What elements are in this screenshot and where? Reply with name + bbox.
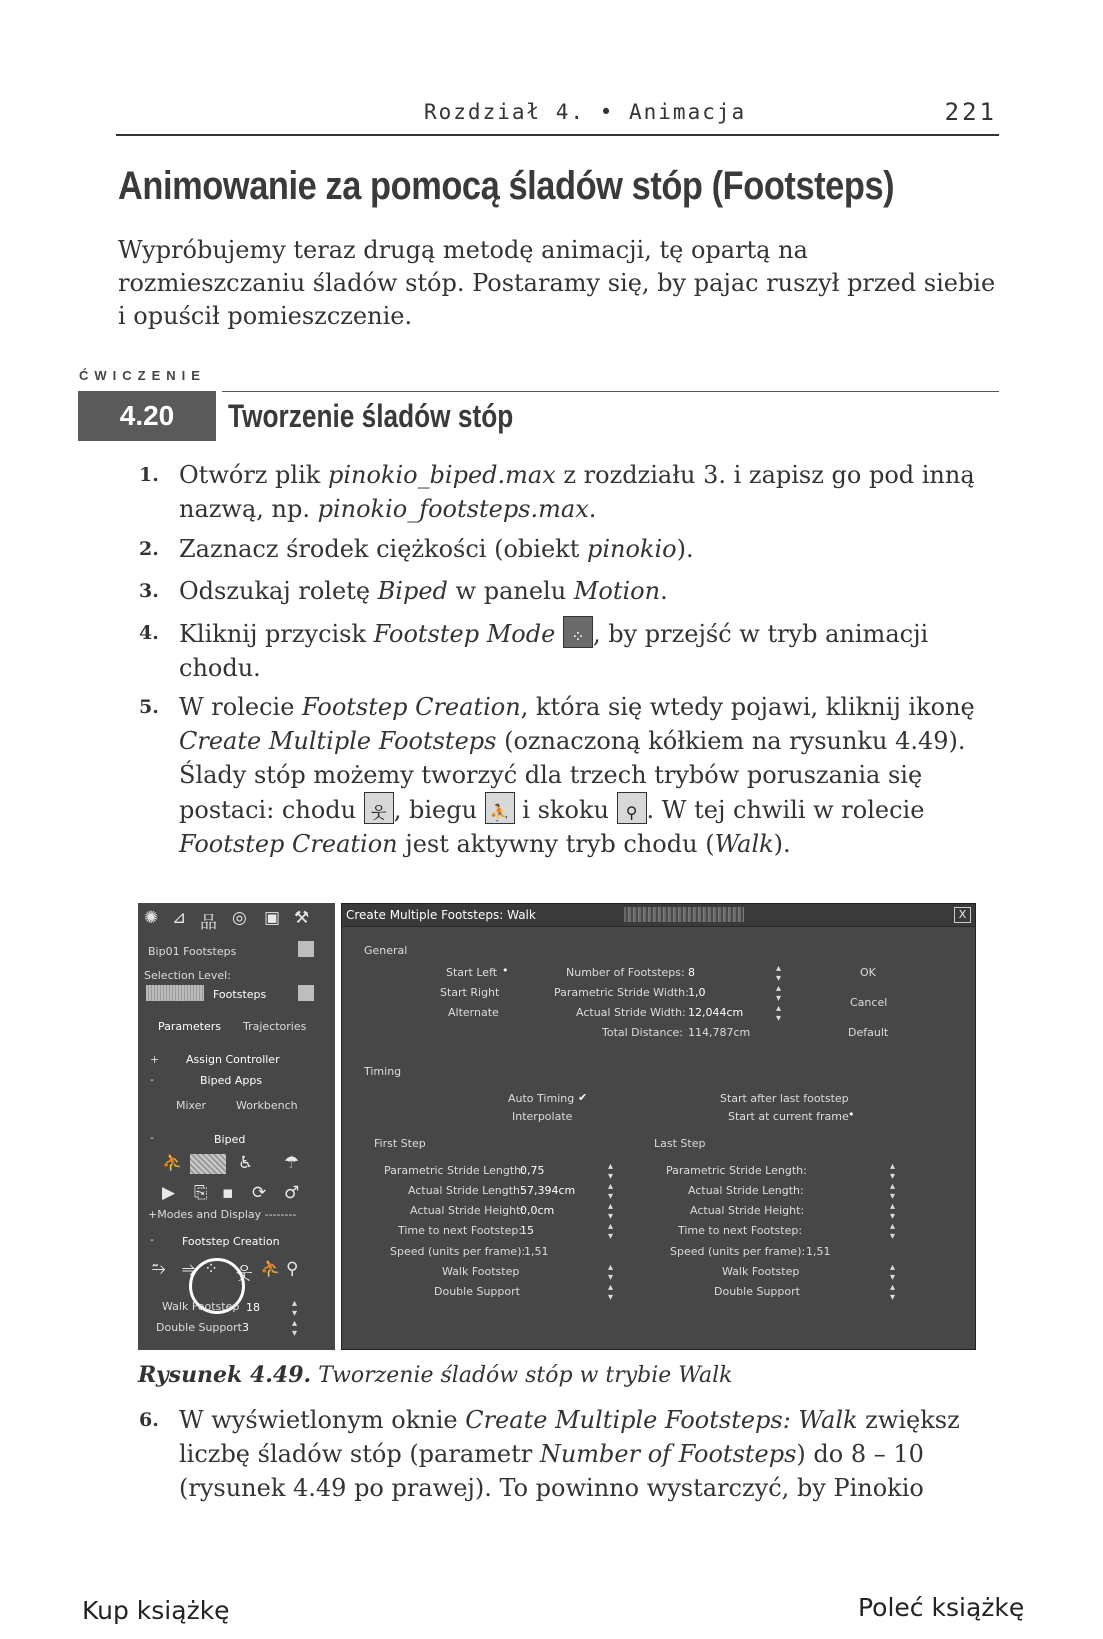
modify-icon[interactable]: ⊿ bbox=[172, 908, 187, 928]
first-tnf-label: Time to next Footstep: bbox=[398, 1224, 523, 1237]
footstep-mode-icon[interactable] bbox=[190, 1154, 226, 1174]
step-number: 2. bbox=[139, 538, 159, 560]
minus-icon: - bbox=[150, 1233, 154, 1246]
dialog-titlebar[interactable] bbox=[342, 904, 975, 927]
parametric-stride-width-input[interactable]: 1,0 bbox=[688, 986, 706, 999]
minus-icon: - bbox=[150, 1131, 154, 1144]
step-number: 1. bbox=[139, 464, 159, 486]
first-asl-input[interactable]: 57,394cm bbox=[520, 1184, 576, 1197]
last-psl-label: Parametric Stride Length: bbox=[666, 1164, 807, 1177]
spinner-icon[interactable]: ▴ ▾ bbox=[776, 1003, 782, 1024]
ok-button[interactable]: OK bbox=[860, 966, 876, 979]
spinner-icon[interactable]: ▴ ▾ bbox=[890, 1221, 896, 1242]
interpolate-checkbox[interactable]: Interpolate bbox=[512, 1110, 573, 1123]
step-text: (oznaczoną kółkiem na rysunku 4.49). Ślady stóp możemy tworzyć dla trzech trybów poruszania się postaci: chodu bbox=[179, 727, 966, 824]
double-support-value[interactable]: 3 bbox=[242, 1321, 249, 1334]
figure-mode-icon[interactable]: ⛹ bbox=[162, 1153, 184, 1173]
create-footsteps-current-icon[interactable]: ⥤ bbox=[182, 1259, 196, 1279]
spinner-icon[interactable]: ▴ ▾ bbox=[890, 1262, 896, 1283]
step-number: 5. bbox=[139, 696, 159, 718]
spinner-icon[interactable]: ▴ ▾ bbox=[292, 1298, 298, 1319]
assign-controller-rollout[interactable]: Assign Controller bbox=[186, 1053, 280, 1066]
double-support-label: Double Support bbox=[156, 1321, 242, 1334]
utilities-icon[interactable]: ⚒ bbox=[294, 908, 310, 928]
spinner-icon[interactable]: ▴ ▾ bbox=[608, 1282, 614, 1303]
spinner-icon[interactable]: ▴ ▾ bbox=[608, 1201, 614, 1222]
auto-timing-checkbox[interactable]: Auto Timing bbox=[508, 1092, 575, 1105]
step-file: pinokio_footsteps.max bbox=[317, 495, 589, 523]
run-icon: ⛹ bbox=[485, 792, 515, 824]
motion-flow-icon[interactable]: ♿ bbox=[238, 1153, 254, 1173]
step-text: W rolecie bbox=[179, 693, 303, 721]
step-term: Number of Footsteps bbox=[539, 1440, 797, 1468]
step-6 bbox=[139, 1403, 999, 1505]
titlebar-pattern bbox=[624, 907, 744, 922]
last-ash-label: Actual Stride Height: bbox=[690, 1204, 805, 1217]
timing-group-label: Timing bbox=[364, 1065, 402, 1078]
caption-text: Tworzenie śladów stóp w trybie Walk bbox=[311, 1363, 733, 1388]
total-distance-label: Total Distance: bbox=[602, 1026, 683, 1039]
actual-stride-width-input[interactable]: 12,044cm bbox=[688, 1006, 744, 1019]
last-step-group-label: Last Step bbox=[654, 1137, 706, 1150]
step-term: Biped bbox=[377, 577, 448, 605]
total-distance-value: 114,787cm bbox=[688, 1026, 751, 1039]
create-footsteps-append-icon[interactable]: ⥲ bbox=[152, 1259, 166, 1279]
exercise-number: 4.20 bbox=[78, 391, 216, 441]
spinner-icon[interactable]: ▴ ▾ bbox=[776, 983, 782, 1004]
plus-icon: + bbox=[150, 1053, 160, 1066]
spinner-icon[interactable]: ▴ ▾ bbox=[608, 1161, 614, 1182]
spinner-icon[interactable]: ▴ ▾ bbox=[890, 1181, 896, 1202]
checkmark-icon: ✔ bbox=[578, 1091, 588, 1104]
create-icon[interactable]: ✺ bbox=[144, 908, 159, 928]
save-file-icon[interactable]: ▪ bbox=[222, 1183, 234, 1203]
motion-panel bbox=[138, 903, 335, 1350]
walk-footstep-value[interactable]: 18 bbox=[246, 1301, 260, 1314]
last-walk-footstep-label: Walk Footstep bbox=[722, 1265, 800, 1278]
biped-rollout[interactable]: Biped bbox=[214, 1133, 246, 1146]
step-text: Odszukaj roletę bbox=[179, 577, 378, 605]
spinner-icon[interactable]: ▴ ▾ bbox=[608, 1181, 614, 1202]
step-term: Footstep Mode bbox=[373, 620, 556, 648]
close-button[interactable]: X bbox=[954, 907, 971, 923]
step-term: Create Multiple Footsteps: Walk bbox=[465, 1406, 858, 1434]
step-text: w panelu bbox=[447, 577, 574, 605]
buy-book-link[interactable]: Kup książkę bbox=[82, 1596, 230, 1625]
start-at-current-radio[interactable]: Start at current frame bbox=[728, 1110, 849, 1123]
first-speed-label: Speed (units per frame): bbox=[390, 1245, 526, 1258]
step-term: Motion bbox=[573, 577, 661, 605]
recommend-book-link[interactable]: Poleć książkę bbox=[858, 1593, 1025, 1622]
spinner-icon[interactable]: ▴ ▾ bbox=[890, 1201, 896, 1222]
figure-4-49 bbox=[138, 903, 976, 1350]
first-psl-input[interactable]: 0,75 bbox=[520, 1164, 545, 1177]
first-tnf-input[interactable]: 15 bbox=[520, 1224, 534, 1237]
dialog-title: Create Multiple Footsteps: Walk bbox=[346, 908, 536, 922]
motion-icon[interactable]: ◎ bbox=[232, 908, 247, 928]
selection-level-label: Selection Level: bbox=[144, 969, 231, 982]
start-after-last-radio[interactable]: Start after last footstep bbox=[720, 1092, 849, 1105]
color-swatch[interactable] bbox=[298, 941, 314, 957]
first-ash-input[interactable]: 0,0cm bbox=[520, 1204, 555, 1217]
first-psl-label: Parametric Stride Length: bbox=[384, 1164, 525, 1177]
intro-paragraph: Wypróbujemy teraz drugą metodę animacji, tę opartą na rozmieszczaniu śladów stóp. Postaramy się, by pajac ruszył przed siebie i opuścił pomieszczenie. bbox=[118, 236, 996, 330]
number-of-footsteps-input[interactable]: 8 bbox=[688, 966, 695, 979]
caption-label: Rysunek 4.49. bbox=[138, 1362, 312, 1388]
step-number: 3. bbox=[139, 580, 159, 602]
chapter-title: Rozdział 4. • Animacja bbox=[424, 100, 747, 124]
step-text: z rozdziału 3. i zapisz go pod inną nazwą, np. bbox=[179, 461, 975, 523]
step-number: 4. bbox=[139, 622, 159, 644]
general-group-label: General bbox=[364, 944, 408, 957]
step-text: ). bbox=[676, 535, 694, 563]
walk-icon: 웃 bbox=[364, 792, 394, 824]
first-double-support-label: Double Support bbox=[434, 1285, 520, 1298]
spinner-icon[interactable]: ▴ ▾ bbox=[292, 1318, 298, 1339]
load-file-icon[interactable]: ⎘ bbox=[194, 1183, 208, 1203]
step-5 bbox=[139, 690, 999, 861]
step-text: , by przejść w tryb animacji chodu. bbox=[179, 620, 929, 682]
step-text: . bbox=[588, 495, 597, 523]
radio-selected-icon: • bbox=[502, 964, 509, 977]
step-text: . bbox=[660, 577, 668, 605]
step-text: . W tej chwili w rolecie bbox=[646, 796, 925, 824]
biped-apps-rollout[interactable]: Biped Apps bbox=[200, 1074, 263, 1087]
step-2 bbox=[139, 532, 999, 566]
step-text: , która się wtedy pojawi, kliknij ikonę bbox=[520, 693, 975, 721]
first-step-group-label: First Step bbox=[374, 1137, 426, 1150]
alternate-checkbox[interactable]: Alternate bbox=[448, 1006, 499, 1019]
exercise-title: Tworzenie śladów stóp bbox=[228, 398, 514, 434]
last-speed-label: Speed (units per frame): bbox=[670, 1245, 806, 1258]
workbench-button[interactable]: Workbench bbox=[236, 1099, 298, 1112]
radio-selected-icon: • bbox=[848, 1108, 855, 1121]
last-asl-label: Actual Stride Length: bbox=[688, 1184, 804, 1197]
cancel-button[interactable]: Cancel bbox=[850, 996, 888, 1009]
selection-level-value: Footsteps bbox=[213, 988, 267, 1001]
jump-icon: ⚲ bbox=[617, 792, 647, 824]
footstep-creation-rollout[interactable]: Footstep Creation bbox=[182, 1235, 280, 1248]
mixer-mode-icon[interactable]: ☂ bbox=[284, 1153, 300, 1173]
move-all-icon[interactable]: ♂ bbox=[284, 1183, 300, 1203]
spinner-icon[interactable]: ▴ ▾ bbox=[890, 1161, 896, 1182]
step-number: 6. bbox=[139, 1409, 159, 1431]
walk-icon[interactable]: 웃 bbox=[236, 1264, 253, 1284]
create-multiple-footsteps-dialog bbox=[341, 903, 976, 1350]
tab-parameters[interactable]: Parameters bbox=[158, 1020, 221, 1033]
step-term: Footstep Creation bbox=[179, 830, 398, 858]
create-multiple-footsteps-icon[interactable]: ⁘ bbox=[204, 1259, 219, 1279]
section-title: Animowanie za pomocą śladów stóp (Footsteps) bbox=[118, 164, 895, 208]
step-text: Kliknij przycisk bbox=[179, 620, 374, 648]
walk-footstep-label: Walk Footstep bbox=[162, 1300, 240, 1313]
running-header bbox=[116, 98, 999, 136]
page-number: 221 bbox=[944, 98, 997, 126]
convert-icon[interactable]: ⟳ bbox=[252, 1183, 267, 1203]
start-right-radio[interactable]: Start Right bbox=[440, 986, 500, 999]
first-asl-label: Actual Stride Length: bbox=[408, 1184, 524, 1197]
footstep-mode-icon: ⁘ bbox=[563, 616, 593, 648]
spinner-icon[interactable]: ▴ ▾ bbox=[608, 1262, 614, 1283]
last-tnf-label: Time to next Footstep: bbox=[678, 1224, 803, 1237]
step-1 bbox=[139, 458, 999, 526]
step-term: Footstep Creation bbox=[302, 693, 521, 721]
minus-icon: - bbox=[150, 1073, 154, 1086]
step-term: Walk bbox=[714, 830, 774, 858]
exercise-rule bbox=[222, 391, 999, 392]
last-speed-value: 1,51 bbox=[806, 1245, 831, 1258]
first-walk-footstep-label: Walk Footstep bbox=[442, 1265, 520, 1278]
step-term: Create Multiple Footsteps bbox=[179, 727, 497, 755]
exercise-label: ĆWICZENIE bbox=[79, 368, 206, 383]
actual-stride-width-label: Actual Stride Width: bbox=[576, 1006, 686, 1019]
step-text: W wyświetlonym oknie bbox=[179, 1406, 466, 1434]
object-name: Bip01 Footsteps bbox=[148, 945, 237, 958]
step-file: pinokio_biped.max bbox=[327, 461, 556, 489]
step-text: ). bbox=[773, 830, 791, 858]
hierarchy-icon[interactable]: 品 bbox=[200, 913, 217, 933]
step-text: zwiększ liczbę śladów stóp (parametr bbox=[179, 1406, 960, 1468]
first-speed-value: 1,51 bbox=[524, 1245, 549, 1258]
figure-caption bbox=[138, 1362, 732, 1388]
step-text: Zaznacz środek ciężkości (obiekt bbox=[179, 535, 587, 563]
spinner-icon[interactable]: ▴ ▾ bbox=[608, 1221, 614, 1242]
play-biped-icon[interactable]: ▶ bbox=[162, 1183, 176, 1203]
spinner-icon[interactable]: ▴ ▾ bbox=[890, 1282, 896, 1303]
modes-display-rollout[interactable]: +Modes and Display -------- bbox=[148, 1208, 297, 1221]
parametric-stride-width-label: Parametric Stride Width: bbox=[554, 986, 689, 999]
mixer-button[interactable]: Mixer bbox=[176, 1099, 207, 1112]
last-double-support-label: Double Support bbox=[714, 1285, 800, 1298]
start-left-radio[interactable]: Start Left bbox=[446, 966, 498, 979]
step-text: , biegu bbox=[393, 796, 485, 824]
step-text: ) do 8 – 10 (rysunek 4.49 po prawej). To powinno wystarczyć, by Pinokio bbox=[179, 1440, 924, 1502]
step-3 bbox=[139, 574, 999, 608]
first-ash-label: Actual Stride Height: bbox=[410, 1204, 525, 1217]
jump-icon[interactable]: ⚲ bbox=[286, 1259, 299, 1279]
step-4 bbox=[139, 616, 999, 685]
tab-trajectories[interactable]: Trajectories bbox=[243, 1020, 307, 1033]
number-of-footsteps-label: Number of Footsteps: bbox=[566, 966, 685, 979]
selection-dropdown[interactable] bbox=[298, 985, 314, 1001]
run-icon[interactable]: ⛹ bbox=[260, 1259, 282, 1279]
display-icon[interactable]: ▣ bbox=[264, 908, 281, 928]
step-text: i skoku bbox=[514, 796, 617, 824]
step-term: pinokio bbox=[586, 535, 677, 563]
spinner-icon[interactable]: ▴ ▾ bbox=[776, 963, 782, 984]
default-button[interactable]: Default bbox=[848, 1026, 889, 1039]
selection-swatch[interactable] bbox=[146, 985, 204, 1001]
step-text: jest aktywny tryb chodu ( bbox=[397, 830, 715, 858]
step-text: Otwórz plik bbox=[179, 461, 328, 489]
